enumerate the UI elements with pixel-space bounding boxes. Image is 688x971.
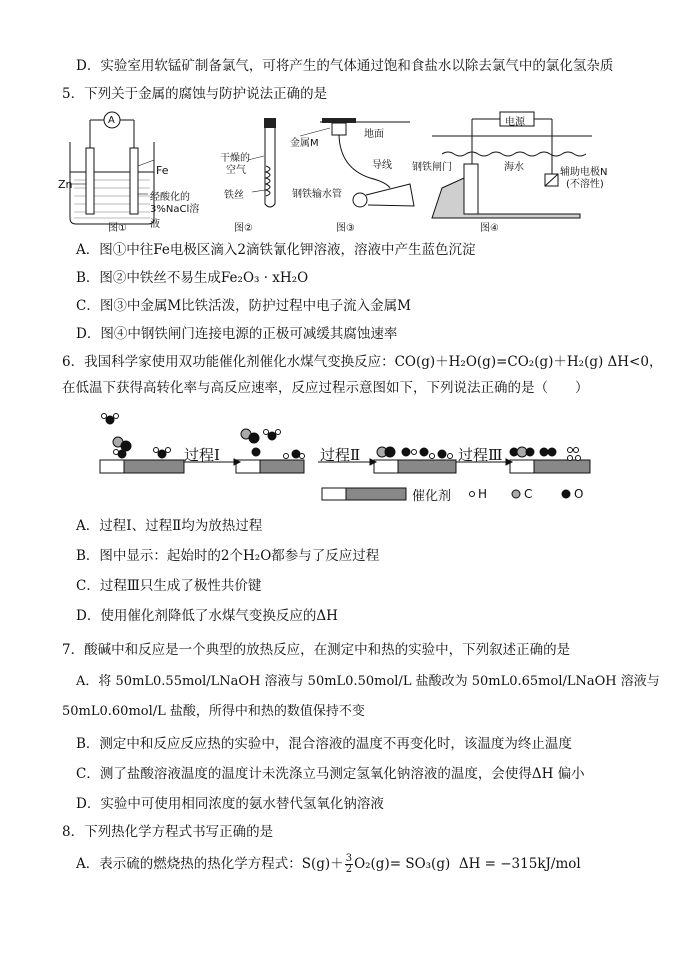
q6-option-d: D．使用催化剂降低了水煤气变换反应的ΔH xyxy=(76,608,338,624)
solution-label-2: 3%NaCl溶液 xyxy=(150,204,200,230)
pipe-protection-diagram xyxy=(290,108,420,236)
figure-1 xyxy=(56,108,206,236)
q5-option-b-text: B．图②中铁丝不易生成 xyxy=(76,270,221,286)
process-1-label: 过程Ⅰ xyxy=(184,446,220,464)
q5-option-b-formula: Fe₂O₃ · xH₂O xyxy=(220,270,309,286)
q5-option-d: D．图④中钢铁闸门连接电源的正极可减缓其腐蚀速率 xyxy=(76,326,398,342)
q7-option-a-line-1: A．将 50mL0.55mol/LNaOH 溶液与 50mL0.50mol/L 盐酸改为 50mL0.65mol/LNaOH 溶液与 xyxy=(76,674,660,689)
wire-label: 导线 xyxy=(372,160,392,171)
q7-option-d: D．实验中可使用相同浓度的氨水替代氢氧化钠溶液 xyxy=(76,796,384,812)
steel-pipe-label: 钢铁输水管 xyxy=(292,189,342,200)
figure-3-caption: 图③ xyxy=(336,223,355,234)
reaction-process-diagram xyxy=(96,408,596,504)
q6-stem-line-1: 6．我国科学家使用双功能催化剂催化水煤气变换反应：CO(g)＋H₂O(g)=CO₂(g)＋H₂(g) ΔH<0， xyxy=(62,354,663,370)
legend-h: H xyxy=(478,487,488,501)
fe-label: Fe xyxy=(156,164,169,177)
q7-option-c: C．测了盐酸溶液温度的温度计未洗涤立马测定氢氧化钠溶液的温度，会使得ΔH 偏小 xyxy=(76,766,585,782)
power-source-label: 电源 xyxy=(505,117,525,128)
figure-3 xyxy=(290,108,420,236)
solution-label-1: 经酸化的 xyxy=(150,192,190,203)
fraction xyxy=(345,854,353,875)
q7-option-b: B．测定中和反应反应热的实验中，混合溶液的温度不再变化时，该温度为终止温度 xyxy=(76,736,572,752)
figure-4 xyxy=(412,108,622,236)
process-3-label: 过程Ⅲ xyxy=(458,446,503,464)
q6-option-a: A．过程Ⅰ、过程Ⅱ均为放热过程 xyxy=(76,518,263,534)
q8-option-a-text: A．表示硫的燃烧热的热化学方程式： xyxy=(76,856,302,872)
seawater-label: 海水 xyxy=(504,162,524,173)
insoluble-label: (不溶性) xyxy=(566,179,604,190)
auxiliary-electrode-label: 辅助电极N xyxy=(560,167,608,178)
metal-m-label: 金属M xyxy=(290,138,319,149)
ammeter-label: A xyxy=(108,115,115,126)
fraction-numerator: 3 xyxy=(345,853,353,864)
steel-gate-label: 钢铁闸门 xyxy=(412,162,452,173)
equation-middle: O₂(g)= SO₃(g) xyxy=(354,856,451,872)
q6-option-c: C．过程Ⅲ只生成了极性共价键 xyxy=(76,578,262,594)
iron-wire-label: 铁丝 xyxy=(224,190,244,201)
legend-catalyst: 催化剂 xyxy=(412,489,452,504)
q6-stem-line-2: 在低温下获得高转化率与高反应速率，反应过程示意图如下，下列说法正确的是（ ） xyxy=(62,380,589,396)
figure-4-caption: 图④ xyxy=(480,223,499,234)
q5-option-c: C．图③中金属M比铁活泼，防护过程中电子流入金属M xyxy=(76,298,411,314)
q7-stem: 7．酸碱中和反应是一个典型的放热反应，在测定中和热的实验中，下列叙述正确的是 xyxy=(62,642,571,658)
q7-option-a-line-2: 50mL0.60mol/L 盐酸，所得中和热的数值保持不变 xyxy=(62,704,365,719)
equation-left: S(g)＋ xyxy=(301,856,344,872)
q8-stem: 8．下列热化学方程式书写正确的是 xyxy=(62,824,274,840)
air-label-1: 干燥的 xyxy=(220,153,250,164)
q4-option-d: D．实验室用软锰矿制备氯气，可将产生的气体通过饱和食盐水以除去氯气中的氯化氢杂质 xyxy=(76,58,614,74)
zn-label: Zn xyxy=(58,178,73,191)
ground-label: 地面 xyxy=(364,129,384,140)
q6-option-b: B．图中显示：起始时的2个H₂O都参与了反应过程 xyxy=(76,548,380,564)
figure-2 xyxy=(218,112,288,236)
legend-c: C xyxy=(524,487,533,501)
fraction-denominator: 2 xyxy=(345,864,353,875)
process-2-label: 过程Ⅱ xyxy=(320,446,361,464)
legend-o: O xyxy=(574,487,584,501)
air-label-2: 空气 xyxy=(226,165,246,176)
q8-option-a xyxy=(76,852,581,876)
q5-stem: 5．下列关于金属的腐蚀与防护说法正确的是 xyxy=(62,86,328,102)
figure-2-caption: 图② xyxy=(234,223,253,234)
figure-1-caption: 图① xyxy=(108,223,127,234)
q5-option-a: A．图①中往Fe电极区滴入2滴铁氰化钾溶液，溶液中产生蓝色沉淀 xyxy=(76,242,476,258)
q5-option-b xyxy=(76,268,308,288)
equation-delta-h: ΔH = −315kJ/mol xyxy=(458,856,581,872)
